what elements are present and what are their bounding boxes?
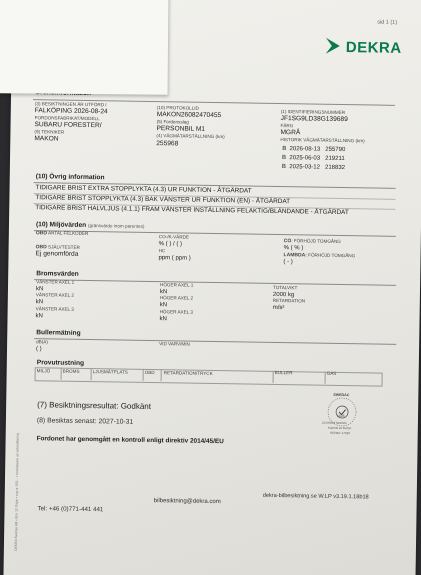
ha2-value: kN	[159, 302, 168, 309]
prov-col: BROMS	[62, 368, 80, 374]
ha3-value: kN	[159, 316, 167, 323]
historik-date: 2025-06-03	[289, 155, 321, 162]
ovrig-line: TIDIGARE BRIST EXTRA STOPPLYKTA (4.3) UR FUNKTION - ÅTGÄRDAT	[35, 184, 252, 195]
page-number: sid 1 (1)	[377, 19, 398, 26]
prov-col: OBD	[144, 369, 155, 376]
co-forhojd-desc: FÖRHÖJD TOMGÅNG	[293, 238, 341, 244]
brom-title: Bromsvärden	[36, 270, 79, 278]
historik-date: 2025-03-12	[289, 164, 321, 171]
farg-value: MGRÅ	[280, 129, 301, 137]
seal-standard: ISO/IEC 17020	[329, 430, 350, 436]
historik-row	[282, 155, 345, 162]
farg-label: FÄRG	[280, 123, 294, 129]
historik-label: HISTORIK VÄGMÄTARSTÄLLNING (km)	[280, 137, 365, 144]
prov-col: GAS	[326, 370, 337, 376]
lambda-code: LAMBDA:	[283, 252, 307, 259]
historik-date: 2026-08-13	[289, 146, 321, 153]
historik-km: 219211	[325, 155, 345, 163]
footer-web: dekra-bilbesiktning.se W.LP v3.19.1.18b18	[262, 492, 369, 501]
fabrikat-value: SUBARU FORESTER/	[34, 121, 102, 130]
va1-value: kN	[35, 286, 44, 293]
sjalvtester-value: Ej genomförda	[35, 250, 79, 258]
tekniker-label: (9) TEKNIKER	[34, 129, 65, 135]
historik-row	[282, 146, 345, 153]
dekra-logo	[324, 36, 342, 61]
prov-divider	[91, 368, 92, 380]
prov-divider	[61, 368, 62, 380]
dba-label: dB(A)	[36, 339, 48, 345]
side-margin-text: DEKRA Sverige AB • Box 12 Page • org nr 556... • Innehavare av ackreditering	[13, 432, 20, 551]
obd-antal-label	[36, 231, 89, 237]
direktiv-text: Fordonet har genomgått en kontroll enligt direktiv 2014/45/EU	[36, 435, 224, 446]
protokoll-value: MAKON26082470455	[156, 111, 222, 120]
buller-title: Bullermätning	[36, 329, 81, 337]
footer-tel: Tel: +46 (0)771-441 441	[37, 505, 104, 514]
va3-value: kN	[35, 313, 43, 320]
va2-label: VÄNSTER AXEL 2	[35, 292, 75, 298]
ha3-label: HÖGER AXEL 3	[159, 309, 193, 315]
totalvikt-label: TOTALVIKT	[272, 284, 298, 291]
prov-divider	[143, 369, 144, 381]
varvtal-label: VID VARV/MIN	[159, 341, 190, 347]
va2-value: kN	[35, 299, 44, 306]
co-forhojd-code: CO	[283, 238, 292, 245]
besiktningsresultat: (7) Besiktningsresultat: Godkänt	[37, 400, 152, 412]
ovrig-line: TIDIGARE BRIST HALVLJUS (4.1.1) FRAM VÄNSTER INSTÄLLNING FELAKTIG/BLÄNDANDE - ÅTGÄRDAT	[35, 204, 349, 217]
fordonsslag-value: PERSONBIL M1	[156, 125, 206, 133]
dekra-brand: DEKRA	[345, 39, 402, 57]
seal-top: SWEDAC	[333, 392, 350, 398]
ha2-label: HÖGER AXEL 2	[159, 295, 194, 301]
co-forhojd-label: CO: FÖRHÖJD TOMGÅNG	[283, 238, 341, 245]
retardation-value: m/s²	[272, 304, 285, 312]
hc-value: ppm ( ppm )	[158, 255, 191, 262]
matar-value: 255968	[156, 140, 179, 148]
tekniker-value: MAKON	[34, 135, 59, 143]
ident-label: (1) IDENTIFIERINGSNUMMER	[280, 109, 346, 116]
va3-label: VÄNSTER AXEL 3	[35, 306, 74, 312]
retardation-label: RETARDATION	[272, 297, 306, 304]
seal-side: ACKREDITERING	[321, 420, 347, 426]
besiktning-value: FALKÖPING 2026-08-24	[34, 107, 108, 116]
besiktning-label: (3) BESIKTNINGEN ÄR UTFÖRD I	[34, 101, 107, 108]
ha1-value: kN	[159, 289, 168, 296]
prov-title: Provutrustning	[36, 359, 85, 367]
miljo-subtitle: (gränsvärde inom parentes)	[87, 223, 145, 229]
hc-label: HC	[158, 248, 166, 254]
ovrig-line: TIDIGARE BRIST STOPPLYKTA (4.3) BAK VÄNSTER UR FUNKTION (EN) - ÅTGÄRDAT	[35, 194, 291, 206]
historik-km: 218832	[324, 164, 346, 172]
footer-email: bilbesiktning@dekra.com	[153, 498, 221, 506]
lambda-value: ( - )	[283, 259, 293, 266]
ident-value: JF1SG9LD38G139689	[280, 115, 348, 124]
historik-row	[282, 164, 345, 171]
prov-divider	[325, 372, 326, 384]
obd-label: OBD	[35, 230, 48, 237]
miljo-title-text: (10) Miljövärden	[35, 221, 87, 229]
fabrikat-label: FORDONSFABRIKAT/MODELL	[34, 115, 100, 122]
historik-km: 255790	[325, 146, 346, 154]
sjalvtester-text: SJÄLVTESTER	[48, 244, 80, 250]
prov-divider	[161, 369, 162, 381]
divider	[34, 338, 396, 345]
obd2-label: OBD	[35, 244, 47, 251]
totalvikt-value: 2000 kg	[272, 291, 295, 299]
va1-label: VÄNSTER AXEL 1	[36, 279, 75, 285]
historik-code: B	[281, 164, 286, 171]
matar-label: (4) VÄGMÄTARSTÄLLNING (km)	[156, 133, 225, 140]
miljo-title	[36, 222, 145, 230]
seal-bottom: Kontroll av fordon	[327, 425, 352, 431]
historik-code: B	[282, 146, 287, 153]
protokoll-label: (10) PROTOKOLLID	[156, 105, 199, 111]
prov-col: RETARDATION/TRYCK	[163, 370, 213, 376]
prov-col: BULLER	[274, 369, 293, 376]
besiktas-senast: (8) Besiktas senast: 2027-10-31	[36, 417, 134, 426]
prov-col: MILJÖ	[36, 368, 51, 374]
lambda-desc: FÖRHÖJD TOMGÅNG	[308, 252, 356, 259]
fordonsslag-label: (5) Fordonsslag	[156, 119, 189, 125]
prov-divider	[273, 371, 274, 383]
ha1-label: HÖGER AXEL 1	[160, 282, 194, 288]
co-forhojd-value: % ( % )	[283, 245, 304, 252]
co-value: % ( ) / ( )	[158, 241, 183, 248]
historik-code: B	[282, 155, 287, 162]
co-label: CO-/K-VÄRDE	[158, 234, 189, 240]
lambda-label	[283, 253, 355, 259]
prov-col: LJUSMÄTPLATS	[92, 369, 128, 375]
ovrig-title: (10) Övrig information	[35, 173, 105, 182]
seal-number: 1026	[336, 413, 345, 419]
dekra-logo-icon	[324, 36, 342, 56]
divider	[34, 279, 396, 286]
overlapping-slip	[0, 0, 168, 95]
dba-value: ( )	[35, 346, 42, 353]
obd-antal-text: ANTAL FELKODER	[47, 230, 89, 237]
